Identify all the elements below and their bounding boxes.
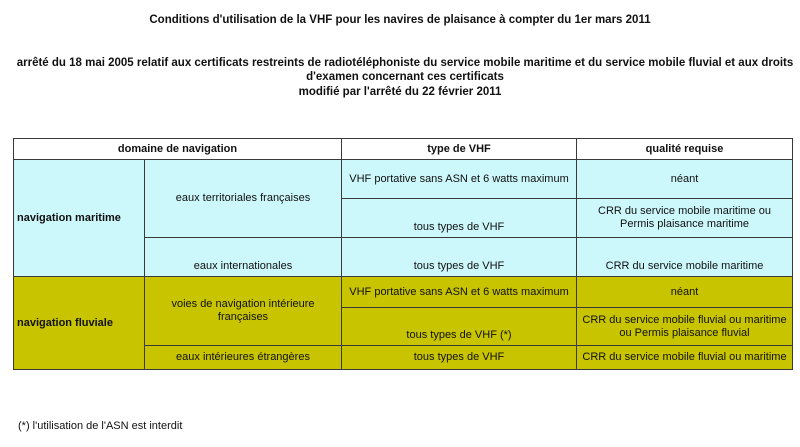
domain-fluvial: navigation fluviale [14,277,145,370]
type-cell: tous types de VHF (*) [342,308,577,346]
quality-cell: CRR du service mobile maritime [577,238,793,277]
header-type: type de VHF [342,139,577,160]
table-row [14,160,793,199]
header-domain: domaine de navigation [14,139,342,160]
page-title: Conditions d'utilisation de la VHF pour les navires de plaisance à compter du 1er mars 2011 [149,14,651,26]
decree-modification: modifié par l'arrêté du 22 février 2011 [298,86,502,98]
type-cell: VHF portative sans ASN et 6 watts maximum [342,277,577,308]
decree-reference: arrêté du 18 mai 2005 relatif aux certificats restreints de radiotéléphoniste du service mobile maritime et du service mobile fluvial et aux droits d'examen concernant ces certificats [16,57,794,83]
zone-territorial-waters: eaux territoriales françaises [145,160,342,238]
vhf-conditions-table [13,138,793,370]
zone-international-waters: eaux internationales [145,238,342,277]
zone-foreign-inland-waters: eaux intérieures étrangères [145,346,342,370]
header-quality: qualité requise [577,139,793,160]
type-cell: tous types de VHF [342,199,577,238]
zone-french-inland-waterways: voies de navigation intérieure françaises [145,277,342,346]
quality-cell: CRR du service mobile maritime ou Permis plaisance maritime [577,199,793,238]
footnote: (*) l'utilisation de l'ASN est interdit [18,420,183,432]
quality-cell: néant [577,160,793,199]
quality-cell: CRR du service mobile fluvial ou maritime [577,346,793,370]
type-cell: VHF portative sans ASN et 6 watts maximum [342,160,577,199]
quality-cell: CRR du service mobile fluvial ou maritime ou Permis plaisance fluvial [577,308,793,346]
quality-cell: néant [577,277,793,308]
type-cell: tous types de VHF [342,238,577,277]
table-row [14,277,793,308]
table-header-row [14,139,793,160]
type-cell: tous types de VHF [342,346,577,370]
domain-maritime: navigation maritime [14,160,145,277]
